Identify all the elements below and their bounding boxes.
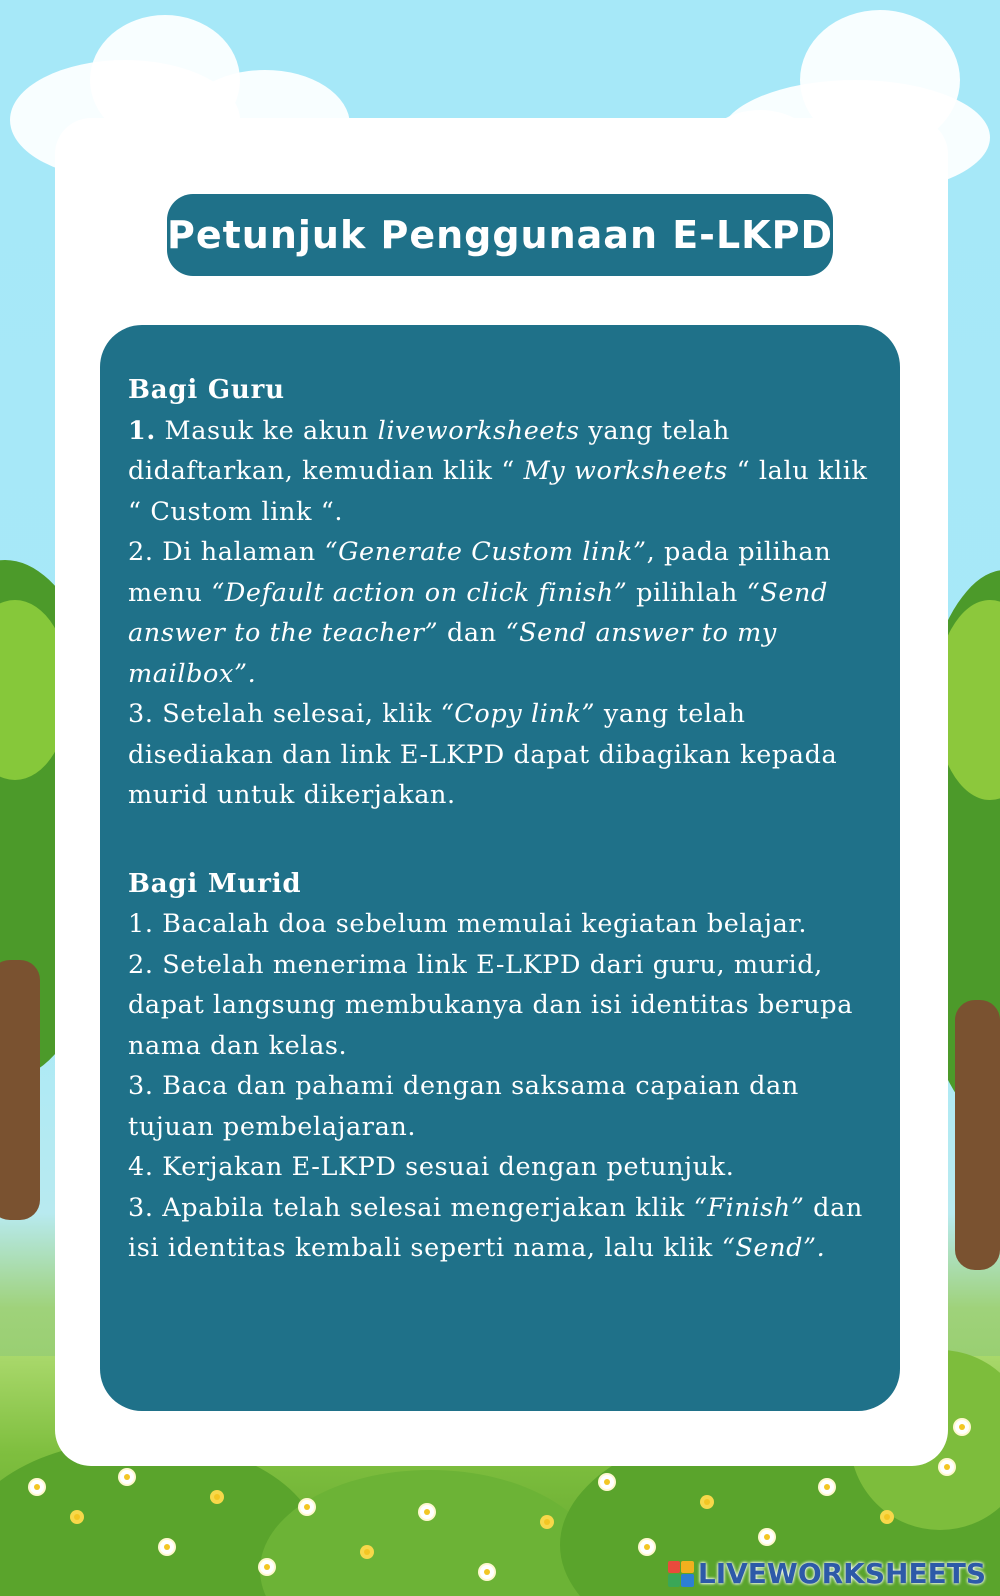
section-heading-murid: Bagi Murid — [128, 868, 302, 899]
murid-step-3: 3. Baca dan pahami dengan saksama capaian dan tujuan pembelajaran. — [128, 1071, 799, 1142]
section-spacer — [128, 816, 868, 864]
tree-left-trunk — [0, 960, 40, 1220]
flower — [260, 1560, 274, 1574]
flower — [160, 1540, 174, 1554]
flower — [540, 1515, 554, 1529]
murid-step-1: 1. Bacalah doa sebelum memulai kegiatan belajar. — [128, 909, 808, 939]
murid-step-2: 2. Setelah menerima link E-LKPD dari guru, murid, dapat langsung membukanya dan isi identitas berupa nama dan kelas. — [128, 949, 854, 1061]
instructions-content — [128, 370, 868, 1269]
flower — [420, 1505, 434, 1519]
flower — [120, 1470, 134, 1484]
brand-text: LIVEWORKSHEETS — [697, 1557, 986, 1590]
flower — [30, 1480, 44, 1494]
murid-step-4: 4. Kerjakan E-LKPD sesuai dengan petunjuk. — [128, 1152, 735, 1182]
flower — [300, 1500, 314, 1514]
flower — [600, 1475, 614, 1489]
guru-step-3: 3. Setelah selesai, klik “Copy link” yang telah disediakan dan link E-LKPD dapat dibagikan kepada murid untuk dikerjakan. — [128, 699, 838, 810]
flower — [955, 1420, 969, 1434]
flower — [70, 1510, 84, 1524]
flower — [210, 1490, 224, 1504]
liveworksheets-logo-icon — [668, 1561, 694, 1587]
murid-step-5: 3. Apabila telah selesai mengerjakan klik “Finish” dan isi identitas kembali seperti nama, lalu klik “Send”. — [128, 1192, 863, 1263]
flower — [880, 1510, 894, 1524]
flower — [820, 1480, 834, 1494]
flower — [360, 1545, 374, 1559]
title-banner — [167, 194, 833, 276]
flower — [700, 1495, 714, 1509]
page-title: Petunjuk Penggunaan E-LKPD — [167, 213, 834, 257]
guru-step-1: 1. Masuk ke akun liveworksheets yang telah didaftarkan, kemudian klik “ My worksheets “ lalu klik “ Custom link “. — [128, 415, 868, 527]
tree-right-trunk — [955, 1000, 1000, 1270]
liveworksheets-brand — [668, 1557, 986, 1590]
flower — [480, 1565, 494, 1579]
section-heading-guru: Bagi Guru — [128, 375, 285, 405]
flower — [760, 1530, 774, 1544]
flower — [940, 1460, 954, 1474]
guru-step-2: 2. Di halaman “Generate Custom link”, pada pilihan menu “Default action on click finish” pilihlah “Send answer to the teacher” dan “Send answer to my mailbox”. — [128, 537, 832, 689]
flower — [640, 1540, 654, 1554]
